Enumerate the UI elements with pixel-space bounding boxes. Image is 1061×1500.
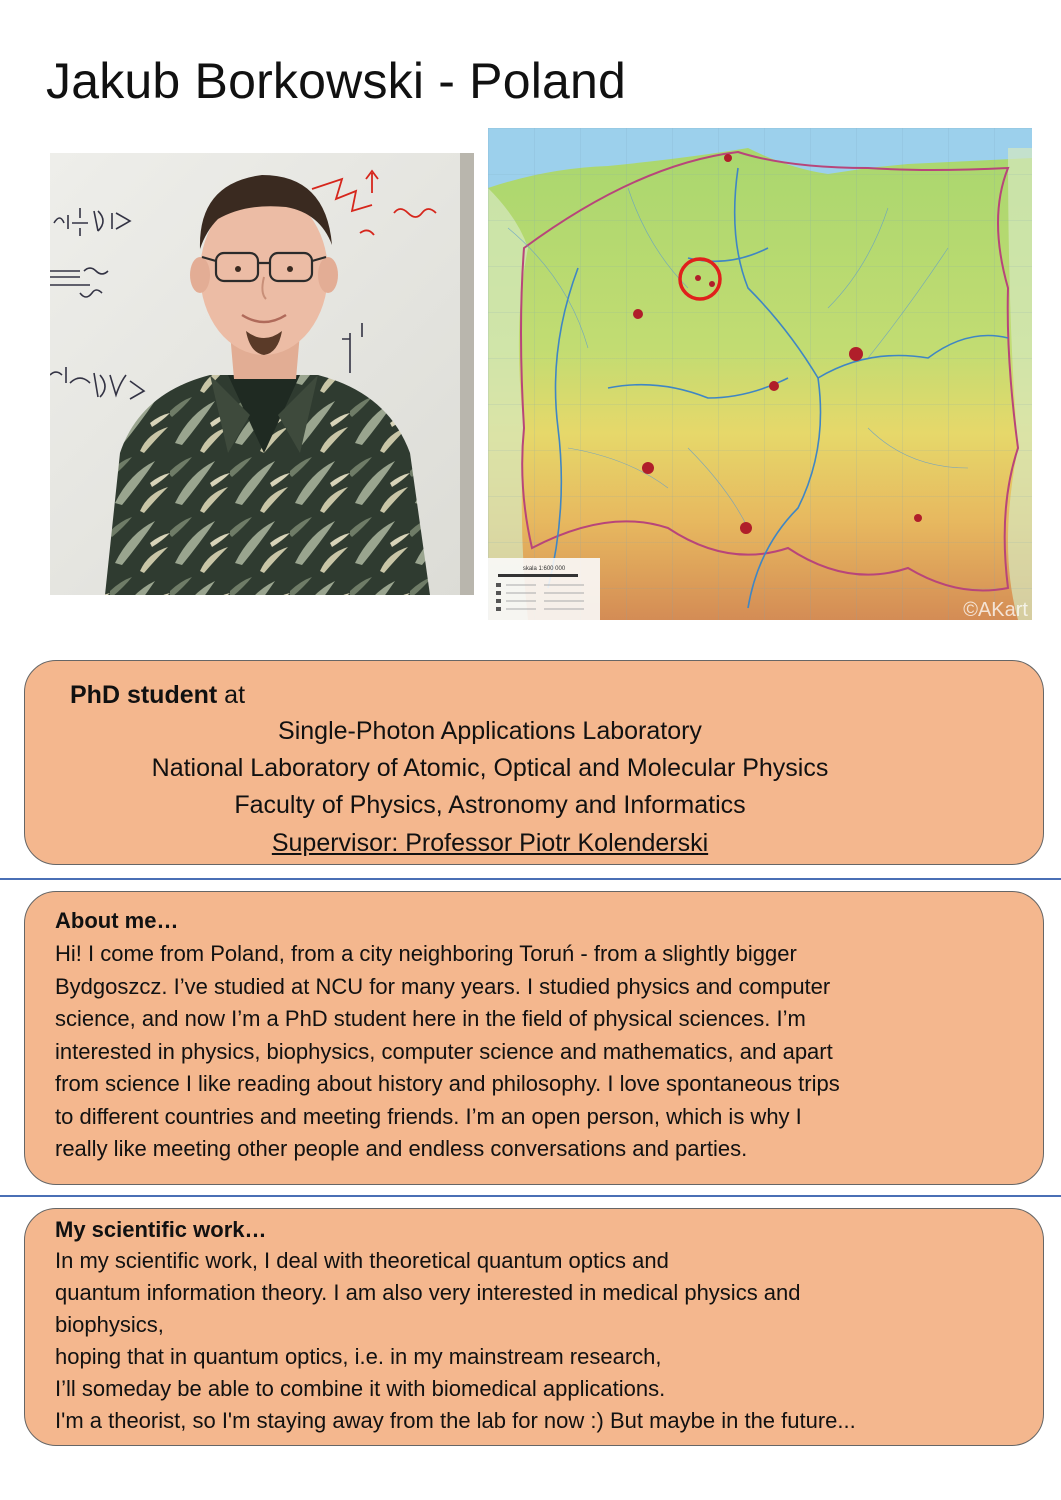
- poland-map: [488, 128, 1032, 620]
- about-title: About me…: [55, 908, 179, 933]
- about-text: Hi! I come from Poland, from a city neighboring Toruń - from a slightly bigger Bydgoszcz. I’ve studied at NCU for many years. I studied physics and computer science, and now I’m a PhD student here in the field of physical sciences. I’m interested in physics, biophysics, computer science and mathematics, and apart from science I like reading about history and philosophy. I love spontaneous trips to different countries and meeting friends. I’m an open person, which is why I really like meeting other people and endless conversations and parties.: [55, 941, 840, 1161]
- divider: [0, 1195, 1061, 1197]
- faculty-name: Faculty of Physics, Astronomy and Informatics: [234, 791, 746, 819]
- portrait-photo: [50, 153, 474, 595]
- supervisor: Supervisor: Professor Piotr Kolenderski: [271, 829, 709, 857]
- map-legend: [488, 558, 600, 620]
- about-me-box: [24, 891, 1044, 1185]
- divider: [0, 878, 1061, 880]
- work-title: My scientific work…: [55, 1217, 267, 1242]
- national-lab-name: National Laboratory of Atomic, Optical and Molecular Physics: [151, 754, 829, 782]
- phd-info-box: [24, 660, 1044, 865]
- svg-text:©AKart: ©AKart: [963, 599, 1028, 620]
- work-text: In my scientific work, I deal with theoretical quantum optics and quantum information theory. I am also very interested in medical physics and biophysics, hoping that in quantum optics, i.e. in my mainstream research, I’ll someday be able to combine it with biomedical applications. I'm a theorist, so I'm staying away from the lab for now :) But maybe in the future...: [55, 1248, 856, 1433]
- page-title: Jakub Borkowski - Poland: [46, 53, 627, 109]
- svg-text:skala 1:600 000: skala 1:600 000: [522, 566, 566, 572]
- phd-role: PhD student at: [70, 681, 246, 709]
- lab-name: Single-Photon Applications Laboratory: [278, 717, 702, 745]
- scientific-work-box: [24, 1208, 1044, 1446]
